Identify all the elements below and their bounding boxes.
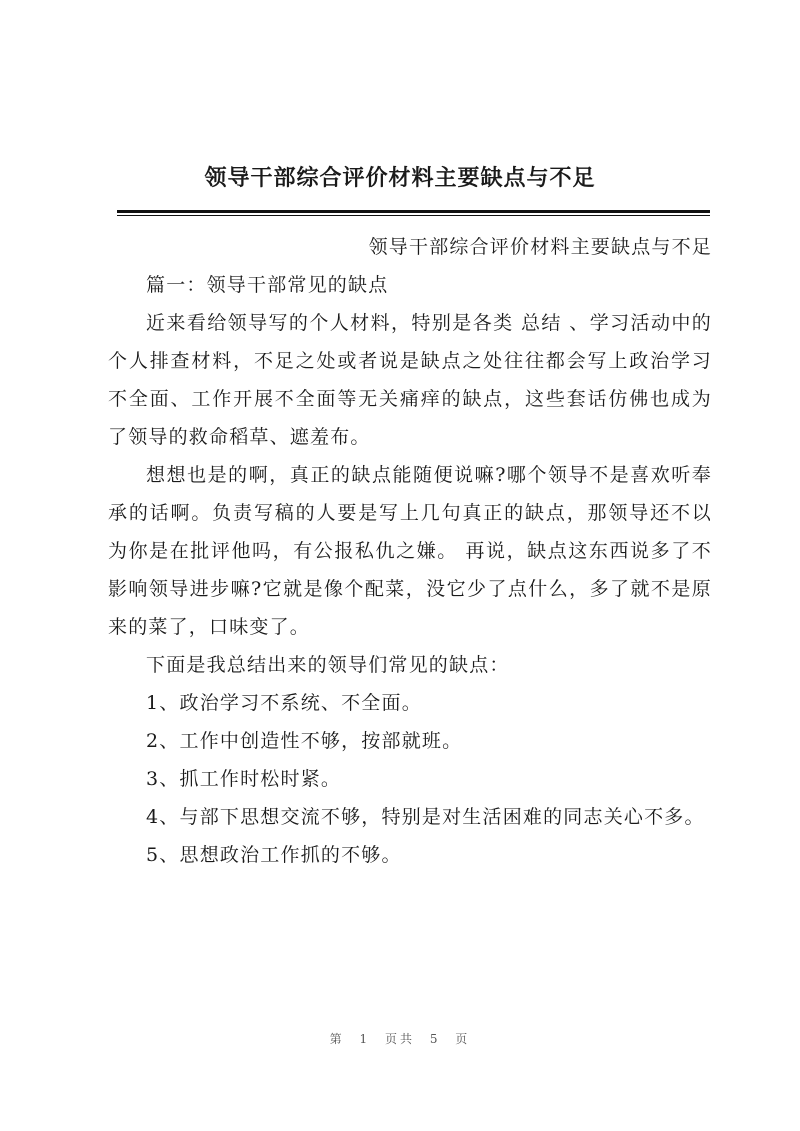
page-total: 5 [429,1032,441,1046]
page-number: 1 [359,1032,371,1046]
document-subtitle: 领导干部综合评价材料主要缺点与不足 [368,236,712,258]
document-body [108,228,712,874]
footer-prefix: 第 [329,1032,345,1046]
list-item: 1、政治学习不系统、不全面。 [146,692,422,714]
title-divider [117,210,710,213]
paragraph: 下面是我总结出来的领导们常见的缺点： [146,654,510,676]
page-footer [0,1030,800,1047]
footer-middle: 页共 [384,1032,415,1046]
footer-suffix: 页 [455,1032,471,1046]
list-item: 4、与部下思想交流不够，特别是对生活困难的同志关心不多。 [146,806,705,828]
list-item: 5、思想政治工作抓的不够。 [146,844,402,866]
paragraph: 想想也是的啊，真正的缺点能随便说嘛?哪个领导不是喜欢听奉承的话啊。负责写稿的人要是写上几句真正的缺点，那领导还不以为你是在批评他吗，有公报私仇之嫌。 再说，缺点这东西说多了不影响领导进步嘛?它就是像个配菜，没它少了点什么，多了就不是原来的菜了，口味变了。 [108,464,712,638]
document-title: 领导干部综合评价材料主要缺点与不足 [204,165,596,191]
list-item: 2、工作中创造性不够，按部就班。 [146,730,463,752]
paragraph: 近来看给领导写的个人材料，特别是各类 总结 、学习活动中的个人排查材料，不足之处或者说是缺点之处往往都会写上政治学习不全面、工作开展不全面等无关痛痒的缺点，这些套话仿佛也成为了领导的救命稻草、遮羞布。 [108,312,712,448]
list-item: 3、抓工作时松时紧。 [146,768,342,790]
section-heading: 篇一：领导干部常见的缺点 [146,274,389,296]
